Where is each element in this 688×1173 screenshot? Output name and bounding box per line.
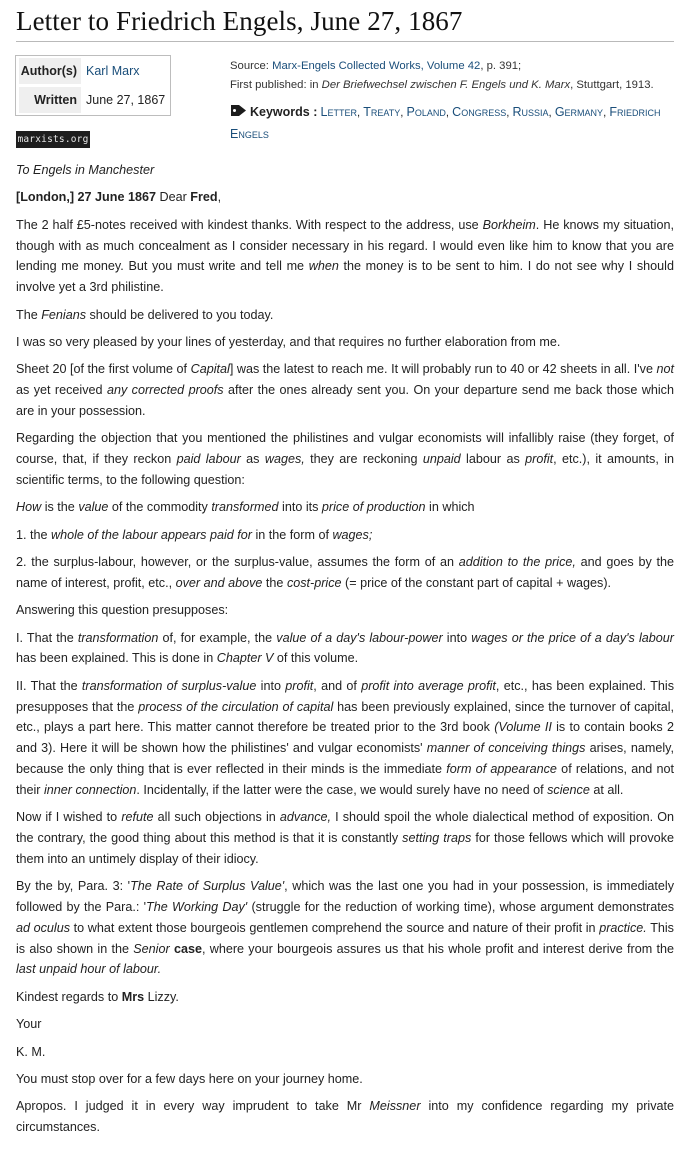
paragraph: How is the value of the commodity transformed into its price of production in which [16,500,475,515]
postscript: Apropos. I judged it in every way imprudent to take Mr Meissner into my confidence regarding my private circumstances. [16,1099,674,1135]
written-row [16,86,170,115]
source-link[interactable]: Marx-Engels Collected Works, Volume 42 [272,60,481,72]
letter-heading: [London,] 27 June 1867 Dear Fred, [16,190,222,205]
paragraph: II. That the transformation of surplus-value into profit, and of profit into average profit, etc., has been explained. This presupposes that the process of the circulation of capital has been previously explained, since the turnover of capital, etc., plays a part here. This matter cannot therefore be treated prior to the 3rd book (Volume II is to contain books 2 and 3). Here it will be shown how the philistines' and vulgar economists' manner of conceiving things arises, namely, because the only thing that is ever reflected in their minds is the immediate form of appearance of relations, and not their inner connection. Incidentally, if the latter were the case, we would surely have no need of science at all. [16,678,675,797]
author-link[interactable]: Karl Marx [86,64,140,78]
paragraph: I was so very pleased by your lines of yesterday, and that requires no further elaboration from me. [16,334,561,349]
paragraph: 1. the whole of the labour appears paid for in the form of wages; [16,527,373,542]
closing-your: Your [16,1017,42,1032]
title-divider [16,41,674,42]
keyword-germany[interactable]: Germany [554,105,604,119]
keyword-friedrich-engels[interactable]: Friedrich Engels [230,105,661,141]
keyword-russia[interactable]: Russia [512,105,549,119]
written-value: June 27, 1867 [86,93,166,107]
keyword-treaty[interactable]: Treaty [363,105,401,119]
written-label: Written [19,87,81,113]
paragraph: The 2 half £5-notes received with kindest thanks. With respect to the address, use Borkheim. He knows my situation, though with as much concealment as I consider necessary in his regard. I would even like him to know that you are lending me money. But you must write and tell me when the money is to be sent to him. I do not see why I should involve yet a 3rd philistine. [16,217,674,295]
published-line: First published: in Der Briefwechsel zwischen F. Engels und K. Marx, Stuttgart, 1913. [230,79,654,91]
postscript: You must stop over for a few days here on your journey home. [16,1071,363,1086]
tag-icon [230,104,247,117]
paragraph: Regarding the objection that you mentioned the philistines and vulgar economists will infallibly raise (they forget, of course, that, if they reckon paid labour as wages, they are reckoning unpaid labour as profit, etc.), it amounts, in scientific terms, to the following question: [16,431,675,487]
author-label: Author(s) [19,58,81,84]
keyword-congress[interactable]: Congress [452,105,507,119]
paragraph: Answering this question presupposes: [16,603,229,618]
letter-recipient: To Engels in Manchester [16,163,155,177]
keywords-label: Keywords : [250,105,318,119]
marxists-org-logo[interactable]: marxists.org [16,131,90,148]
paragraph: The Fenians should be delivered to you today. [16,307,274,322]
keyword-letter[interactable]: Letter [320,105,357,119]
info-table [15,55,171,116]
keywords: Keywords : Letter, Treaty, Poland, Congress, Russia, Germany, Friedrich Engels [230,105,661,141]
paragraph: 2. the surplus-labour, however, or the surplus-value, assumes the form of an addition to the price, and goes by the name of interest, profit, etc., over and above the cost-price (= price of the constant part of capital + wages). [16,555,674,590]
letter-body [16,160,674,1145]
paragraph: I. That the transformation of, for example, the value of a day's labour-power into wages or the price of a day's labour has been explained. This is done in Chapter V of this volume. [16,630,674,666]
keyword-poland[interactable]: Poland [406,105,446,119]
paragraph: Now if I wished to refute all such objections in advance, I should spoil the whole dialectical method of exposition. On the contrary, the good thing about this method is that it is constantly setting traps for those fellows which will provoke them into an untimely display of their idiocy. [16,810,674,866]
page-title: Letter to Friedrich Engels, June 27, 1867 [16,6,463,36]
author-row [16,57,170,86]
source-line: Source: Marx-Engels Collected Works, Volume 42, p. 391; [230,60,522,72]
source-info [230,57,678,95]
paragraph: Sheet 20 [of the first volume of Capital] was the latest to reach me. It will probably run to 40 or 42 sheets in all. I've not as yet received any corrected proofs after the ones already sent you. On your departure send me back those which are in your possession. [16,362,675,418]
signature: K. M. [16,1044,46,1059]
closing-regards: Kindest regards to Mrs Lizzy. [16,989,179,1004]
paragraph: By the by, Para. 3: 'The Rate of Surplus Value', which was the last one you had in your possession, is immediately followed by the Para.: 'The Working Day' (struggle for the reduction of working time), whose argument demonstrates ad oculus to what extent those bourgeois gentlemen comprehend the source and nature of their profit in practice. This is also shown in the Senior case, where your bourgeois assures us that his whole profit and interest derive from the last unpaid hour of labour. [16,879,675,977]
